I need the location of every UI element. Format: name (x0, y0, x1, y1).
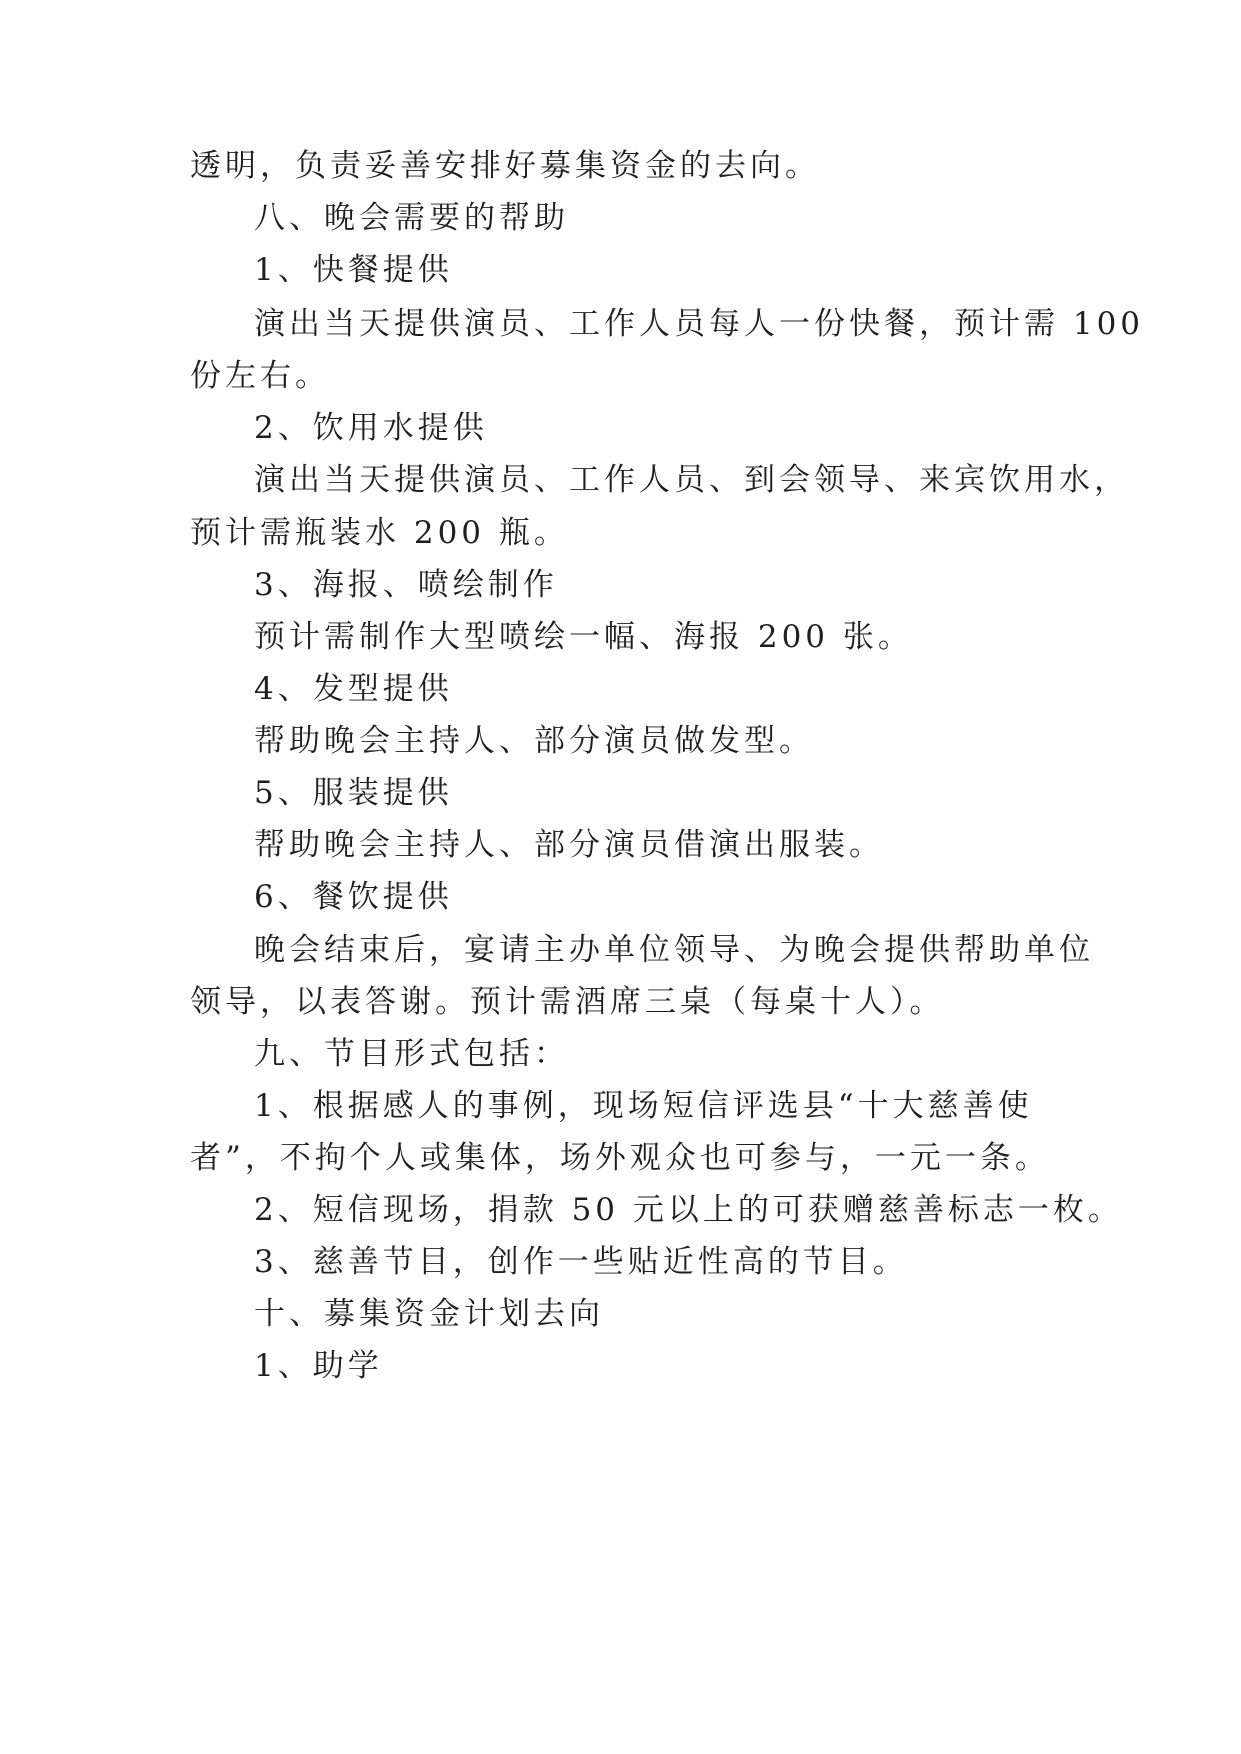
section-heading-10: 十、募集资金计划去向 (254, 1296, 604, 1332)
subheading-catering: 6、餐饮提供 (254, 879, 453, 915)
paragraph-line: 领导，以表答谢。预计需酒席三桌（每桌十人）。 (190, 984, 945, 1020)
subheading-water: 2、饮用水提供 (254, 410, 488, 446)
section-heading-9: 九、节目形式包括： (254, 1036, 569, 1072)
paragraph-line: 透明，负责妥善安排好募集资金的去向。 (190, 148, 820, 184)
subheading-costume: 5、服装提供 (254, 775, 453, 811)
subheading-posters: 3、海报、喷绘制作 (254, 567, 558, 603)
subheading-hairstyle: 4、发型提供 (254, 671, 453, 707)
paragraph-line: 帮助晚会主持人、部分演员借演出服装。 (254, 827, 884, 863)
subheading-fast-food: 1、快餐提供 (254, 252, 453, 288)
paragraph-line: 预计需制作大型喷绘一幅、海报 200 张。 (254, 619, 913, 655)
paragraph-line: 晚会结束后，宴请主办单位领导、为晚会提供帮助单位 (254, 932, 1094, 968)
paragraph-line: 预计需瓶装水 200 瓶。 (190, 515, 569, 551)
paragraph-line: 演出当天提供演员、工作人员、到会领导、来宾饮用水， (254, 462, 1129, 498)
section-heading-8: 八、晚会需要的帮助 (254, 200, 569, 236)
paragraph-line: 份左右。 (190, 358, 330, 394)
paragraph-line: 者”，不拘个人或集体，场外观众也可参与，一元一条。 (190, 1140, 1050, 1176)
paragraph-line: 1、根据感人的事例，现场短信评选县“十大慈善使 (254, 1088, 1033, 1124)
paragraph-line: 2、短信现场，捐款 50 元以上的可获赠慈善标志一枚。 (254, 1192, 1123, 1228)
paragraph-line: 3、慈善节目，创作一些贴近性高的节目。 (254, 1244, 908, 1280)
subheading-education-aid: 1、助学 (254, 1348, 383, 1384)
paragraph-line: 演出当天提供演员、工作人员每人一份快餐，预计需 100 (254, 306, 1145, 342)
paragraph-line: 帮助晚会主持人、部分演员做发型。 (254, 723, 814, 759)
